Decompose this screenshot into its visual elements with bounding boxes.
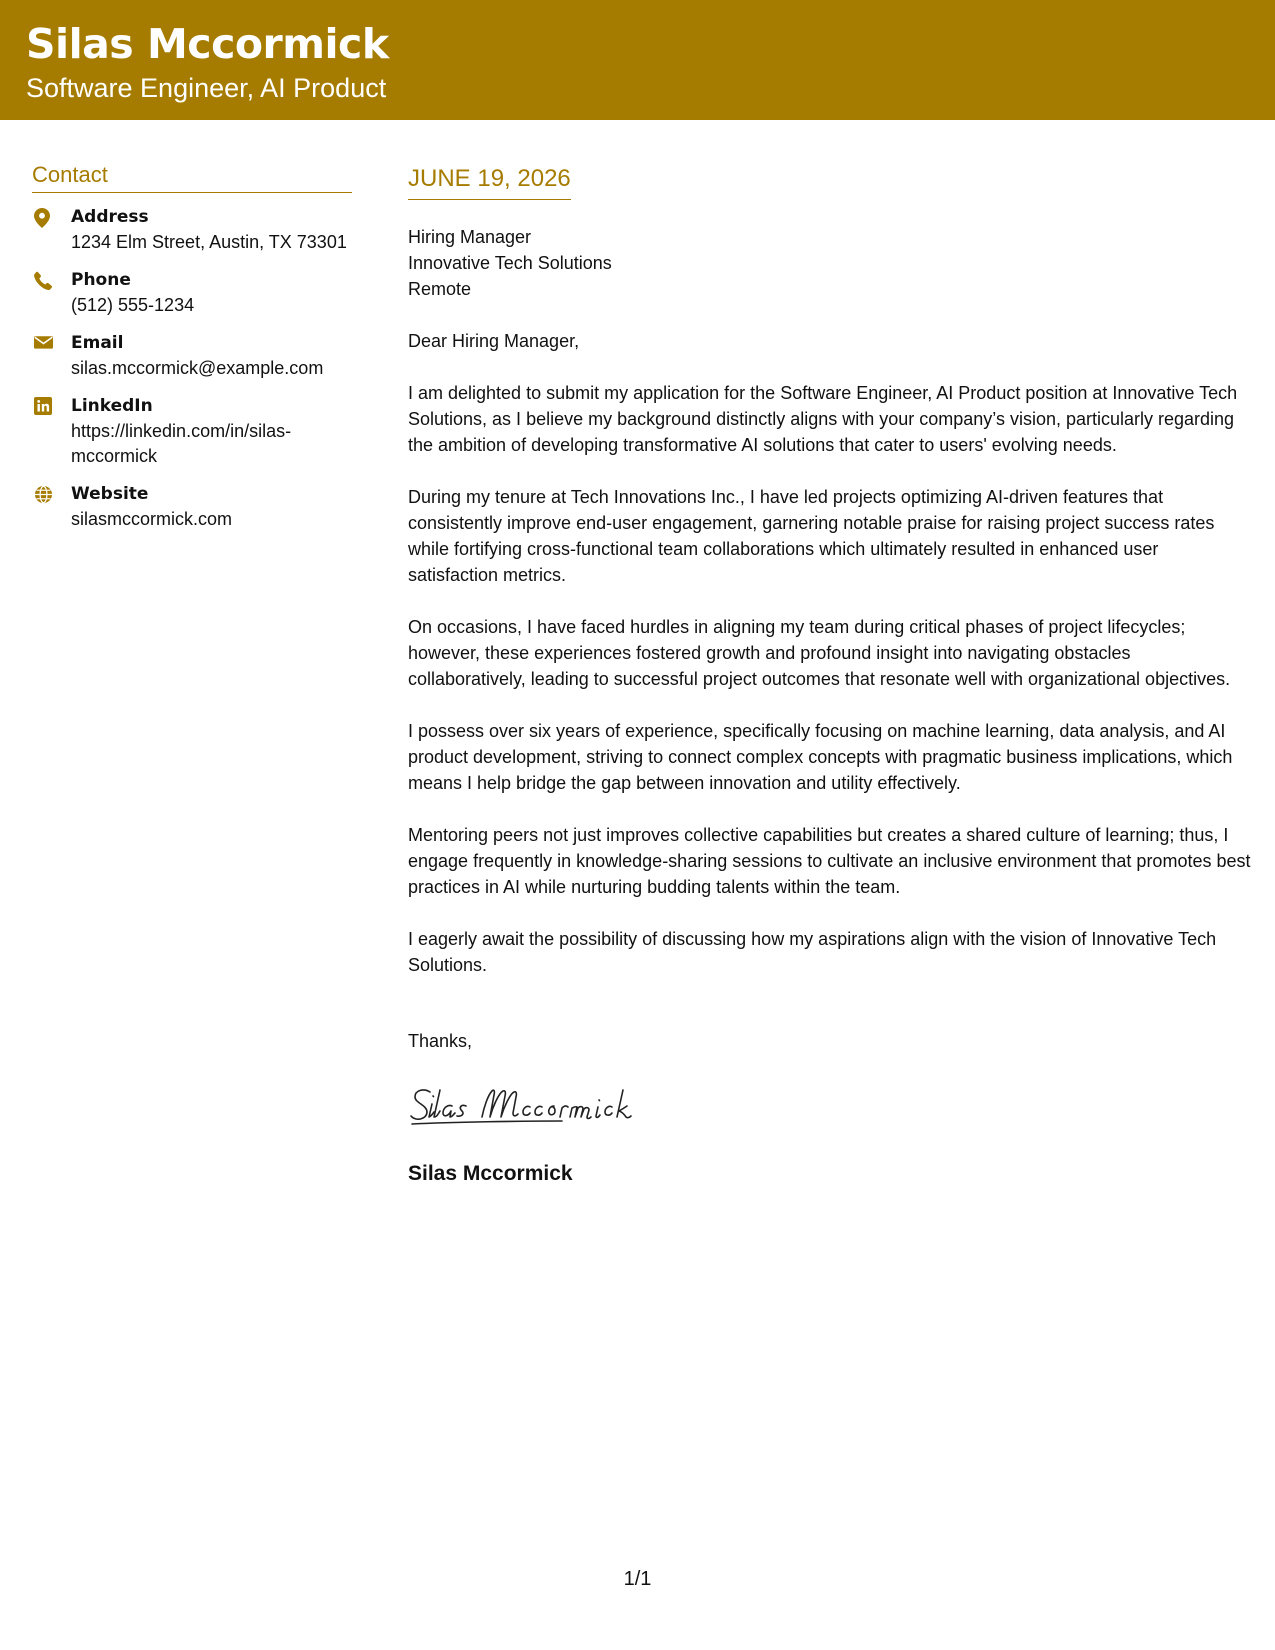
map-pin-icon xyxy=(34,208,52,226)
recipient-line: Innovative Tech Solutions xyxy=(408,253,612,273)
contact-address xyxy=(32,205,352,255)
letter-paragraph: During my tenure at Tech Innovations Inc., I have led projects optimizing AI-driven features that consistently improve end-user engagement, garnering notable praise for raising project success rates while fortifying cross-functional team collaborations which ultimately resulted in enhanced user satisfaction metrics. xyxy=(408,487,1215,585)
letter-paragraph: I am delighted to submit my application for the Software Engineer, AI Product position at Innovative Tech Solutions, as I believe my background distinctly aligns with your company’s vision, particularly regarding the ambition of developing transformative AI solutions that cater to users' evolving needs. xyxy=(408,383,1238,455)
email-label: Email xyxy=(71,333,124,353)
letter-paragraph: Mentoring peers not just improves collective capabilities but creates a shared culture of learning; thus, I engage frequently in knowledge-sharing sessions to cultivate an inclusive environment that promotes best practices in AI while nurturing budding talents within the team. xyxy=(408,825,1251,897)
contact-sidebar xyxy=(32,162,352,545)
contact-phone xyxy=(32,268,352,318)
phone-icon xyxy=(34,271,52,289)
linkedin-value[interactable]: https://linkedin.com/in/silas-mccormick xyxy=(71,421,292,466)
job-title: Software Engineer, AI Product xyxy=(26,73,387,103)
linkedin-label: LinkedIn xyxy=(71,396,153,416)
header-banner xyxy=(0,0,1275,120)
address-value: 1234 Elm Street, Austin, TX 73301 xyxy=(71,232,347,252)
phone-value: (512) 555-1234 xyxy=(71,295,195,315)
email-value[interactable]: silas.mccormick@example.com xyxy=(71,358,324,378)
letter-date: JUNE 19, 2026 xyxy=(408,165,571,200)
contact-linkedin xyxy=(32,394,352,469)
recipient-line: Remote xyxy=(408,279,472,299)
contact-section-title: Contact xyxy=(32,162,352,193)
letter-paragraph: On occasions, I have faced hurdles in aligning my team during critical phases of project lifecycles; however, these experiences fostered growth and profound insight into navigating obstacles collaboratively, leading to successful project outcomes that resonate well with organizational objectives. xyxy=(408,617,1231,689)
website-label: Website xyxy=(71,484,149,504)
globe-icon xyxy=(34,485,52,503)
letter-paragraph: I possess over six years of experience, specifically focusing on machine learning, data analysis, and AI product development, striving to connect complex concepts with pragmatic business implications, which means I help bridge the gap between innovation and utility effectively. xyxy=(408,721,1233,793)
recipient-block xyxy=(408,224,1253,302)
contact-email xyxy=(32,331,352,381)
contact-website xyxy=(32,482,352,532)
page-indicator: 1/1 xyxy=(623,1568,652,1590)
closing-line: Thanks, xyxy=(408,1031,473,1051)
envelope-icon xyxy=(34,334,52,352)
website-value[interactable]: silasmccormick.com xyxy=(71,509,233,529)
applicant-name: Silas Mccormick xyxy=(26,20,389,68)
phone-label: Phone xyxy=(71,270,131,290)
letter-paragraph: I eagerly await the possibility of discussing how my aspirations align with the vision of Innovative Tech Solutions. xyxy=(408,929,1217,975)
signer-name: Silas Mccormick xyxy=(408,1162,573,1185)
linkedin-icon xyxy=(34,397,52,415)
address-label: Address xyxy=(71,207,149,227)
letter-body xyxy=(408,165,1253,1186)
recipient-line: Hiring Manager xyxy=(408,227,532,247)
handwritten-signature xyxy=(408,1076,1253,1136)
salutation: Dear Hiring Manager, xyxy=(408,331,580,351)
